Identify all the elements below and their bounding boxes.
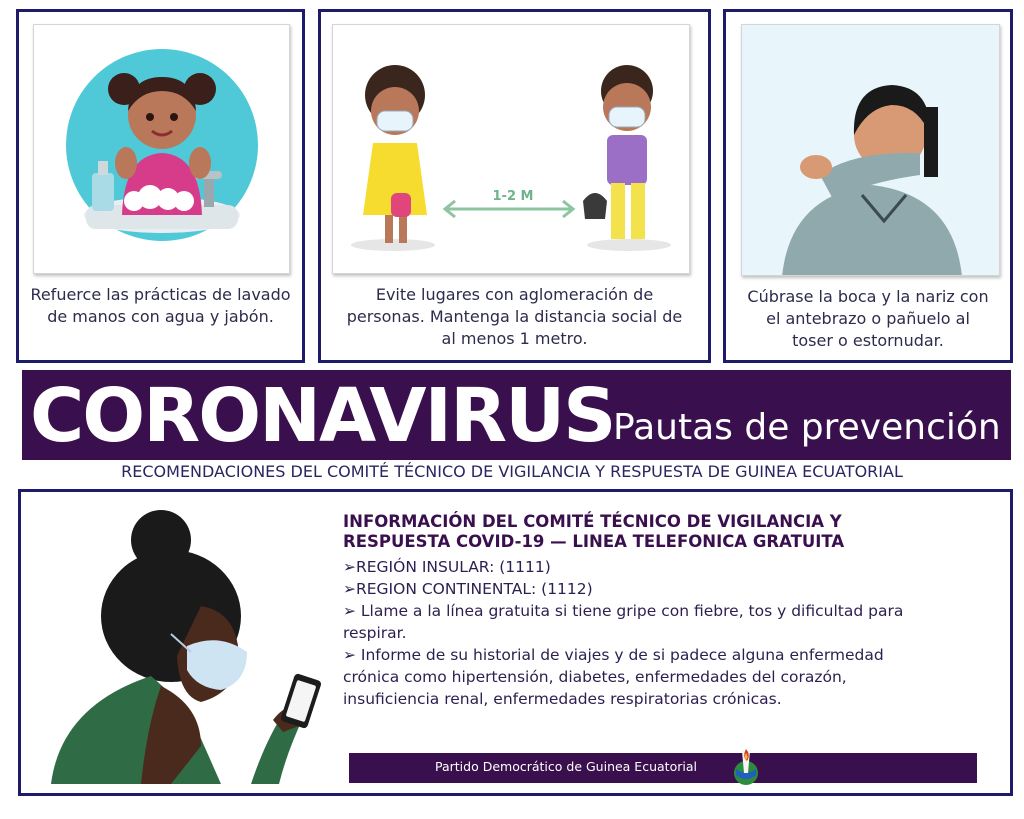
footer-bar bbox=[349, 753, 977, 783]
tip-caption: Evite lugares con aglomeración de personas. Mantenga la distancia social de al menos 1 metro. bbox=[346, 285, 683, 348]
info-item-history-advice: ➢ Informe de su historial de viajes y de si padece alguna enfermedad crónica como hipertensión, diabetes, enfermedades del corazón, insuficiencia renal, enfermedades respiratorias crónicas. bbox=[343, 646, 884, 708]
footer-text: Partido Democrático de Guinea Ecuatorial bbox=[435, 759, 697, 774]
info-item-continental-line: ➢REGION CONTINENTAL: (1112) bbox=[343, 580, 593, 598]
woman-with-phone-illustration bbox=[51, 506, 331, 784]
info-list bbox=[343, 556, 943, 710]
info-card bbox=[18, 489, 1013, 796]
tip-caption: Refuerce las prácticas de lavado de manos con agua y jabón. bbox=[30, 285, 291, 326]
info-heading: INFORMACIÓN DEL COMITÉ TÉCNICO DE VIGILANCIA Y RESPUESTA COVID-19 — LINEA TELEFONICA GRATUITA bbox=[343, 512, 845, 551]
social-distance-illustration bbox=[332, 24, 690, 274]
tip-card-handwashing bbox=[16, 9, 305, 363]
distance-label: 1-2 M bbox=[492, 189, 534, 204]
cough-illustration bbox=[741, 24, 1000, 276]
title-banner bbox=[22, 370, 1011, 460]
handwashing-illustration bbox=[33, 24, 290, 274]
subheading: RECOMENDACIONES DEL COMITÉ TÉCNICO DE VIGILANCIA Y RESPUESTA DE GUINEA ECUATORIAL bbox=[121, 462, 903, 481]
banner-title: CORONAVIRUS bbox=[30, 373, 615, 459]
tip-card-cough bbox=[723, 9, 1013, 363]
info-item-insular-line: ➢REGIÓN INSULAR: (1111) bbox=[343, 558, 551, 576]
info-item-call-advice: ➢ Llame a la línea gratuita si tiene gripe con fiebre, tos y dificultad para respirar. bbox=[343, 602, 904, 642]
banner-subtitle: Pautas de prevención bbox=[613, 407, 1001, 448]
tip-card-distance bbox=[318, 9, 711, 363]
info-text bbox=[343, 512, 943, 710]
torch-globe-logo-icon bbox=[729, 747, 763, 787]
tip-caption: Cúbrase la boca y la nariz con el antebrazo o pañuelo al toser o estornudar. bbox=[747, 287, 989, 350]
